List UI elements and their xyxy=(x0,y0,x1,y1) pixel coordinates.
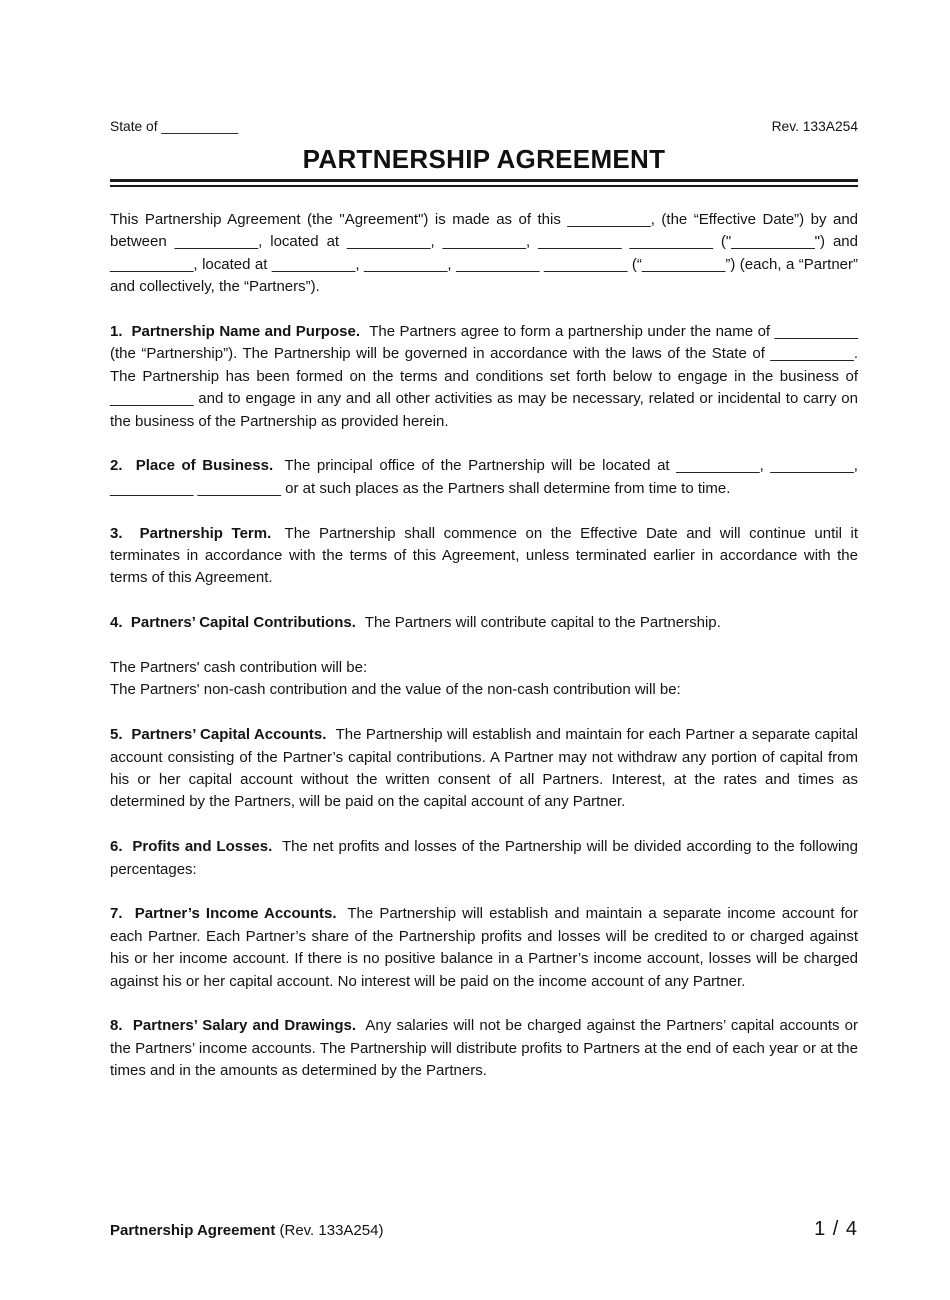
intro-text: This Partnership Agreement (the "Agreement") is made as of this __________, (the “Effective Date”) by and between __________, located at __________, __________, __________ __________ ("__________") and __________, located at __________, __________, __________ __________ (“__________”) (each, a “Partner” and collectively, the “Partners”). xyxy=(110,211,863,296)
section-5-heading: 5. Partners’ Capital Accounts. xyxy=(110,726,327,744)
section-8-paragraph xyxy=(110,1015,863,1082)
contributions-block xyxy=(110,657,858,702)
page-number-indicator: 1 / 4 xyxy=(814,1218,858,1240)
section-7-heading: 7. Partner’s Income Accounts. xyxy=(110,905,337,923)
section-1-paragraph xyxy=(110,321,863,433)
page-header xyxy=(110,118,858,135)
footer-revision: (Rev. 133A254) xyxy=(279,1222,384,1239)
section-6-heading: 6. Profits and Losses. xyxy=(110,838,273,856)
section-4-paragraph xyxy=(110,612,858,634)
section-2-body: The principal office of the Partnership will be located at __________, __________, __________ __________ or at such places as the Partners shall determine from time to time. xyxy=(110,457,863,497)
section-1-body: The Partners agree to form a partnership under the name of __________ (the “Partnership”). The Partnership will be governed in accordance with the laws of the State of __________. The Partnership has been formed on the terms and conditions set forth below to engage in the business of __________ and to engage in any and all other activities as may be necessary, related or incidental to carry on the business of the Partnership as provided herein. xyxy=(110,323,863,430)
section-7-paragraph xyxy=(110,903,863,993)
state-of-field: State of __________ xyxy=(110,119,239,134)
section-8-heading: 8. Partners’ Salary and Drawings. xyxy=(110,1017,357,1035)
intro-paragraph xyxy=(110,209,863,299)
footer-document-label xyxy=(110,1220,383,1242)
section-1-heading: 1. Partnership Name and Purpose. xyxy=(110,323,360,341)
title-double-rule xyxy=(110,179,858,187)
section-7-body: The Partnership will establish and maintain a separate income account for each Partner. Each Partner’s share of the Partnership profits and losses will be credited to or charged against his or her income account. If there is no positive balance in a Partner’s income account, losses will be charged against his or her capital account. No interest will be paid on the income account of any Partner. xyxy=(110,905,863,990)
cash-contribution-line: The Partners' cash contribution will be: xyxy=(110,659,368,677)
footer-doc-title: Partnership Agreement xyxy=(110,1222,276,1239)
noncash-contribution-line: The Partners' non-cash contribution and the value of the non-cash contribution will be: xyxy=(110,681,681,699)
section-4-heading: 4. Partners’ Capital Contributions. xyxy=(110,614,356,632)
section-2-paragraph xyxy=(110,455,863,500)
section-6-paragraph xyxy=(110,836,863,881)
section-5-body: The Partnership will establish and maintain for each Partner a separate capital account consisting of the Partner’s capital contributions. A Partner may not withdraw any portion of capital from his or her capital account without the written consent of all Partners. Interest, at the rates and times as determined by the Partners, will be paid on the capital account of any Partner. xyxy=(110,726,863,811)
section-3-body: The Partnership shall commence on the Effective Date and will continue until it terminates in accordance with the terms of this Agreement, unless terminated earlier in accordance with the terms of this Agreement. xyxy=(110,524,863,587)
section-3-paragraph xyxy=(110,523,863,590)
section-8-body: Any salaries will not be charged against the Partners’ capital accounts or the Partners’ income accounts. The Partnership will distribute profits to Partners at the end of each year or at the times and in the amounts as determined by the Partners. xyxy=(110,1017,863,1080)
document-title: PARTNERSHIP AGREEMENT xyxy=(302,144,666,174)
section-6-body: The net profits and losses of the Partnership will be divided according to the following percentages: xyxy=(110,838,863,878)
section-4-body: The Partners will contribute capital to the Partnership. xyxy=(364,614,721,632)
section-2-heading: 2. Place of Business. xyxy=(110,457,274,475)
revision-label: Rev. 133A254 xyxy=(771,119,858,134)
section-5-paragraph xyxy=(110,724,863,814)
section-3-heading: 3. Partnership Term. xyxy=(110,524,272,542)
page-footer xyxy=(110,1218,858,1242)
